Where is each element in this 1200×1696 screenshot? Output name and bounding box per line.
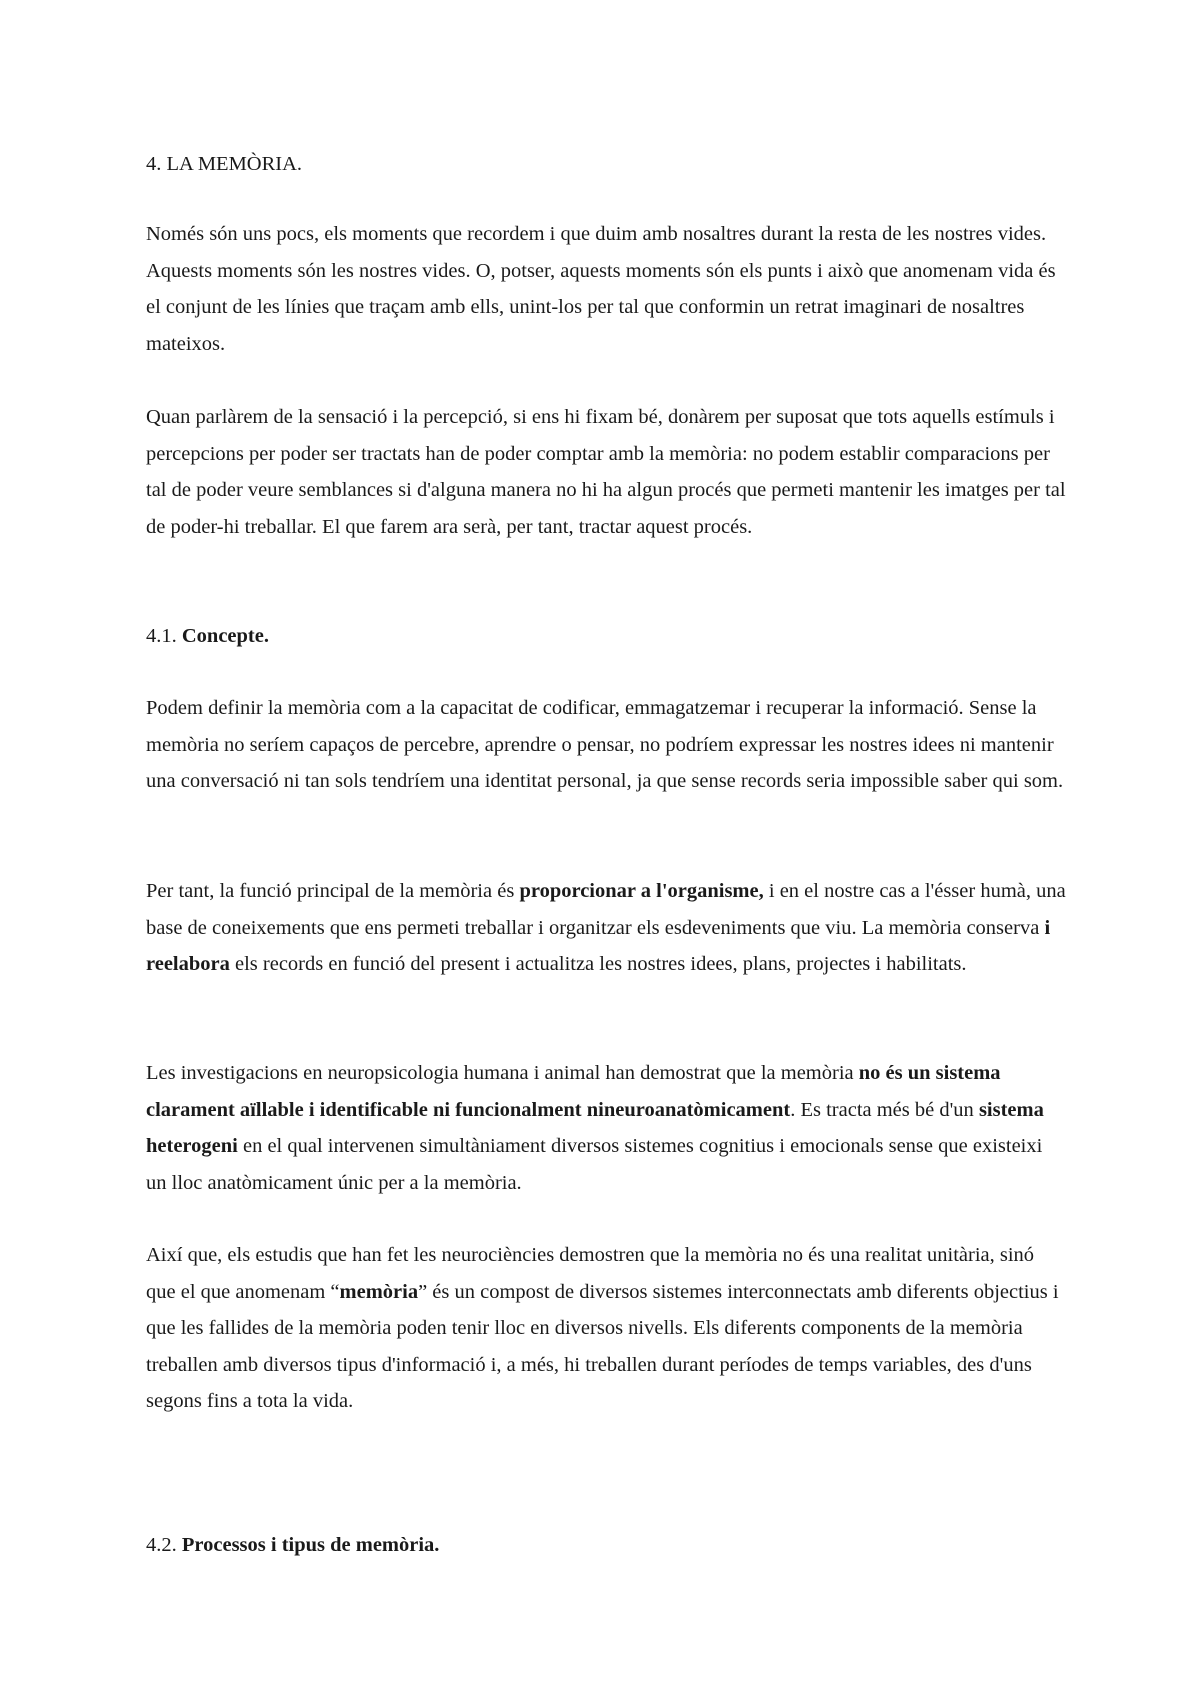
section-number: 4.2. [146,1534,177,1556]
function-paragraph: Per tant, la funció principal de la memòria és proporcionar a l'organisme, i en el nostre cas a l'ésser humà, una base de coneixements que ens permeti treballar i organitzar els esdeveniments que viu. La memòria conserva i reelabora els records en funció del present i actualitza les nostres idees, plans, projectes i habilitats. [146,880,1066,976]
intro-paragraph-1: Només són uns pocs, els moments que recordem i que duim amb nosaltres durant la resta de les nostres vides. Aquests moments són les nostres vides. O, potser, aquests moments són els punts i això que anomenam vida és el conjunt de les línies que traçam amb ells, unint-los per tal que conformin un retrat imaginari de nosaltres mateixos. [146,223,1056,355]
section-title: Concepte. [181,625,269,647]
document-title: 4. LA MEMÒRIA. [146,153,303,175]
emphasis-text: i reelabora [146,916,1051,976]
studies-paragraph: Així que, els estudis que han fet les neurociències demostren que la memòria no és una realitat unitària, sinó que el que anomenam “memòria” és un compost de diversos sistemes interconnectats amb diferents objectius i que les fallides de la memòria poden tenir lloc en diversos nivells. Els diferents components de la memòria treballen amb diversos tipus d'informació i, a més, hi treballen durant períodes de temps variables, des d'uns segons fins a tota la vida. [146,1244,1059,1413]
emphasis-text: memòria [339,1280,419,1303]
section-title: Processos i tipus de memòria. [181,1534,440,1556]
concept-paragraph: Podem definir la memòria com a la capacitat de codificar, emmagatzemar i recuperar la informació. Sense la memòria no seríem capaços de percebre, aprendre o pensar, no podríem expressar les nostres idees ni mantenir una conversació ni tan sols tendríem una identitat personal, ja que sense records seria impossible saber qui som. [146,697,1064,793]
research-paragraph: Les investigacions en neuropsicologia humana i animal han demostrat que la memòria no és un sistema clarament aïllable i identificable ni funcionalment nineuroanatòmicament. Es tracta més bé d'un sistema heterogeni en el qual intervenen simultàniament diversos sistemes cognitius i emocionals sense que existeixi un lloc anatòmicament únic per a la memòria. [146,1062,1044,1194]
section-heading-processos [146,1527,1066,1564]
intro-paragraph-2: Quan parlàrem de la sensació i la percepció, si ens hi fixam bé, donàrem per suposat que tots aquells estímuls i percepcions per poder ser tractats han de poder comptar amb la memòria: no podem establir comparacions per tal de poder veure semblances si d'alguna manera no hi ha algun procés que permeti mantenir les imatges per tal de poder-hi treballar. El que farem ara serà, per tant, tractar aquest procés. [146,406,1066,538]
emphasis-text: proporcionar a l'organisme, [519,880,764,902]
section-number: 4.1. [146,625,177,647]
section-heading-concepte [146,618,1066,655]
emphasis-text: no és un sistema clarament aïllable i identificable ni funcionalment nineuroanatòmicament [146,1062,1001,1121]
emphasis-text: sistema heterogeni [146,1098,1044,1158]
